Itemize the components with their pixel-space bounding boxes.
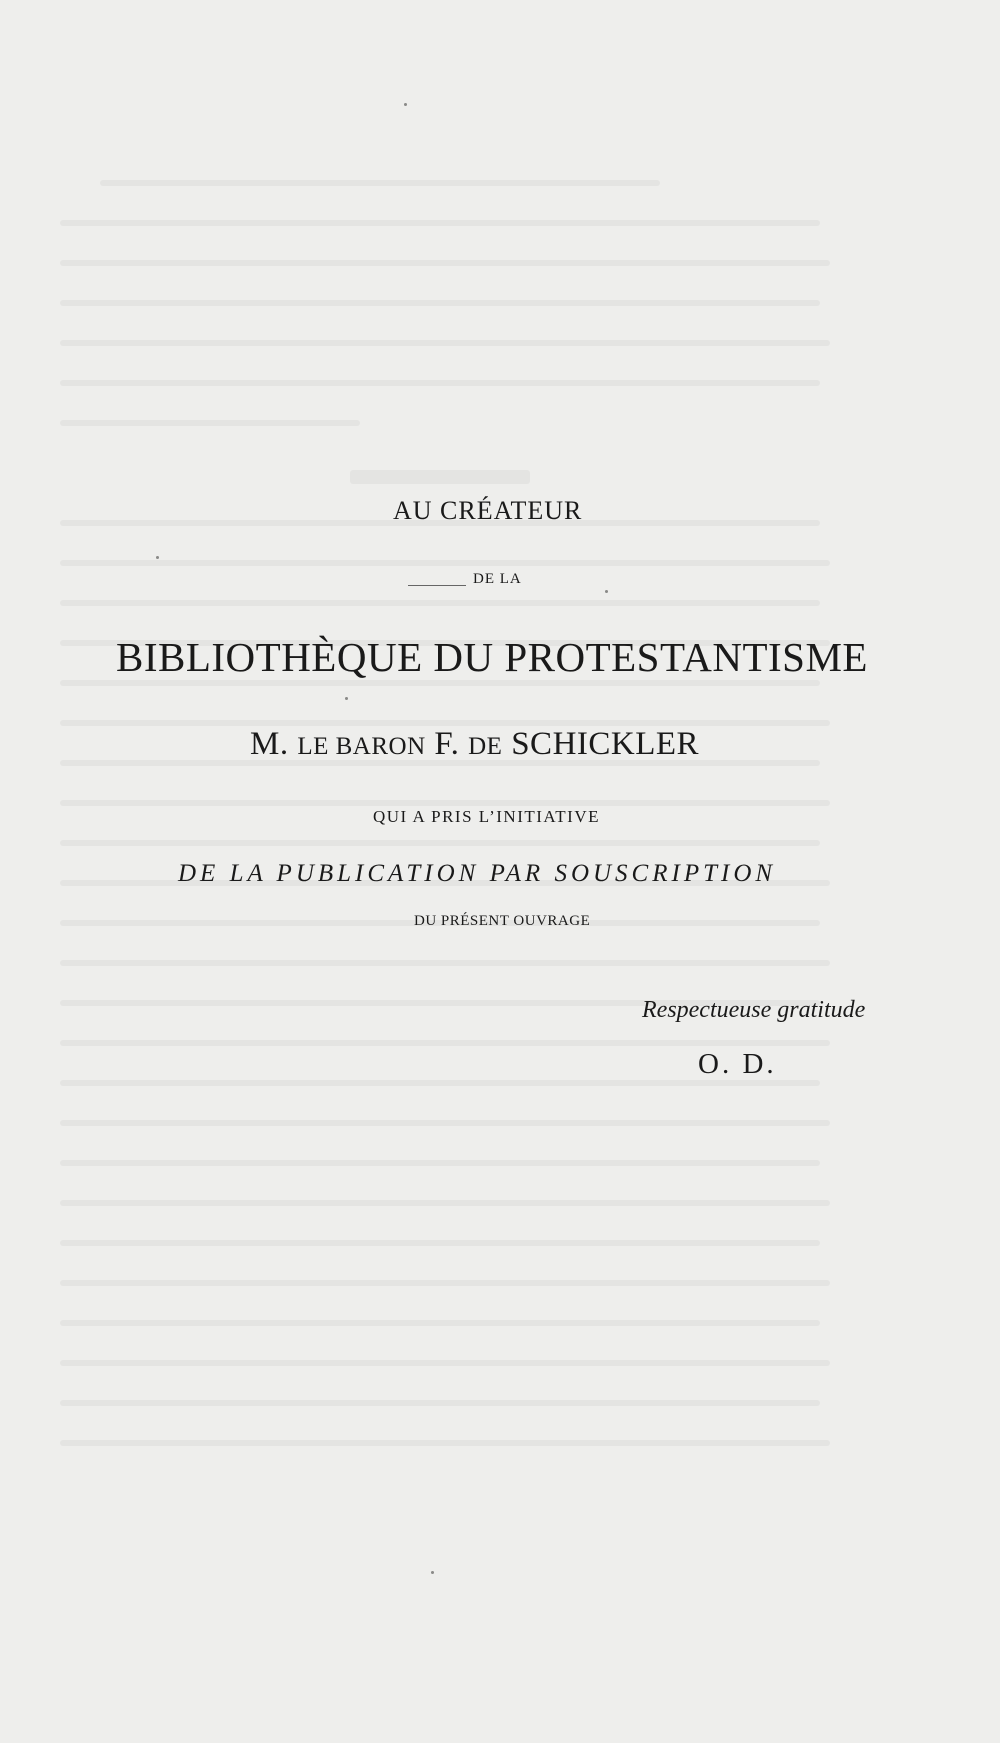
dedicatee-name-prefix: M. <box>250 726 298 762</box>
paper-speck <box>345 697 348 700</box>
gratitude-line: Respectueuse gratitude <box>642 997 866 1023</box>
dedicatee-name-surname: SCHICKLER <box>502 726 700 762</box>
dedication-connector: DE LA <box>473 571 522 587</box>
paper-speck <box>156 556 159 559</box>
dedication-heading: AU CRÉATEUR <box>393 496 583 525</box>
initiative-line: QUI A PRIS L’INITIATIVE <box>373 807 601 826</box>
paper-speck <box>605 590 608 593</box>
dedicatee-name <box>250 726 699 763</box>
dedicatee-name-particle: DE <box>468 733 503 760</box>
library-title: BIBLIOTHÈQUE DU PROTESTANTISME <box>116 634 868 680</box>
publication-line: DE LA PUBLICATION PAR SOUSCRIPTION <box>178 860 777 887</box>
paper-speck <box>404 103 407 106</box>
author-initials: O. D. <box>698 1048 777 1080</box>
short-rule <box>408 585 466 586</box>
present-work-line: DU PRÉSENT OUVRAGE <box>414 913 591 929</box>
paper-speck <box>431 1571 434 1574</box>
dedicatee-name-title: LE BARON <box>297 733 426 760</box>
dedicatee-name-initial: F. <box>425 726 469 762</box>
